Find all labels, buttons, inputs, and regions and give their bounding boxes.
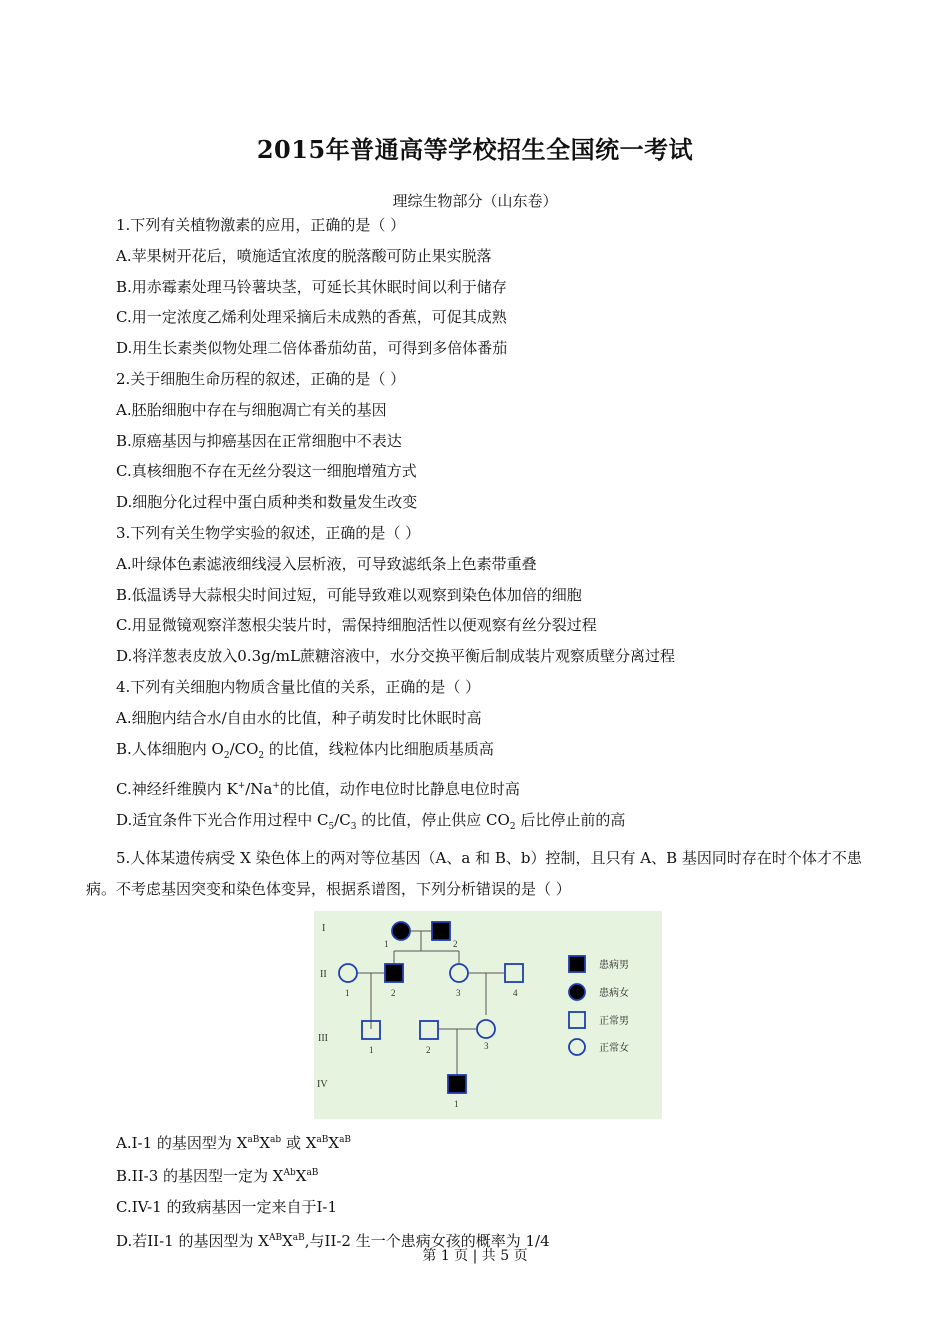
exam-content: [86, 210, 876, 1257]
label-II-4: 4: [513, 987, 518, 998]
page-title: 2015年普通高等学校招生全国统一考试: [256, 135, 694, 164]
question-1-option-c: C.用一定浓度乙烯利处理采摘后未成熟的香蕉，可促其成熟: [116, 308, 507, 327]
legend-affected-male-label: 患病男: [599, 959, 629, 971]
legend-affected-female-label: 患病女: [599, 987, 629, 999]
generation-label-3: III: [318, 1032, 328, 1044]
question-4-option-a: A.细胞内结合水/自由水的比值，种子萌发时比休眠时高: [116, 708, 482, 727]
generation-label-2: II: [320, 968, 327, 980]
question-4-option-d: D.适宜条件下光合作用过程中 $C_5/C_3$ 的比值，停止供应 $CO_2$ 后比停止前的高: [116, 811, 626, 833]
question-3-option-b: B.低温诱导大蒜根尖时间过短，可能导致难以观察到染色体加倍的细胞: [116, 585, 582, 604]
legend-normal-male-label: 正常男: [599, 1015, 629, 1027]
question-5-option-b: B.II-3 的基因型一定为 $X^{Ab}X^{aB}$: [116, 1167, 319, 1186]
generation-label-1: I: [322, 922, 326, 934]
question-1-option-d: D.用生长素类似物处理二倍体番茄幼苗，可得到多倍体番茄: [116, 339, 508, 358]
question-2-option-a: A.胚胎细胞中存在与细胞凋亡有关的基因: [116, 400, 387, 419]
legend-affected-male-symbol: [569, 956, 585, 972]
question-2-option-b: B.原癌基因与抑癌基因在正常细胞中不表达: [116, 431, 402, 450]
individual-III-3-normal-female: [477, 1020, 495, 1038]
question-5-option-c: C.IV-1 的致病基因一定来自于I-1: [116, 1198, 338, 1217]
individual-III-2-normal-male: [420, 1021, 438, 1039]
legend-normal-male-symbol: [569, 1012, 585, 1028]
label-II-1: 1: [345, 987, 350, 998]
label-I-2: 2: [453, 938, 458, 949]
generation-label-4: IV: [317, 1078, 328, 1090]
pedigree-figure: [314, 911, 662, 1119]
question-3-stem: 3.下列有关生物学实验的叙述，正确的是（ ）: [116, 523, 421, 542]
legend-normal-female-symbol: [569, 1039, 585, 1055]
question-2-option-d: D.细胞分化过程中蛋白质种类和数量发生改变: [116, 493, 418, 512]
question-5-option-a: A.I-1 的基因型为 $X^{aB}X^{ab}$ 或 $X^{aB}X^{aB}$: [116, 1133, 352, 1152]
legend-affected-female-symbol: [569, 984, 585, 1000]
page-subtitle: 理综生物部分（山东卷）: [392, 192, 558, 210]
individual-IV-1-affected-male: [448, 1075, 466, 1093]
individual-II-2-affected-male: [385, 964, 403, 982]
legend-normal-female-label: 正常女: [599, 1042, 629, 1054]
question-3-option-d: D.将洋葱表皮放入0.3g/mL蔗糖溶液中，水分交换平衡后制成装片观察质壁分离过程: [116, 647, 675, 666]
question-3-option-c: C.用显微镜观察洋葱根尖装片时，需保持细胞活性以便观察有丝分裂过程: [116, 616, 597, 635]
individual-II-1-normal-female: [339, 964, 357, 982]
label-III-2: 2: [426, 1044, 431, 1055]
question-3-option-a: A.叶绿体色素滤液细线浸入层析液，可导致滤纸条上色素带重叠: [116, 554, 537, 573]
question-4-option-c: C.神经纤维膜内 K+/Na+的比值，动作电位时比静息电位时高: [116, 780, 520, 799]
question-1-option-a: A.苹果树开花后，喷施适宜浓度的脱落酸可防止果实脱落: [116, 246, 492, 265]
question-1-stem: 1.下列有关植物激素的应用，正确的是（ ）: [116, 216, 406, 234]
question-4-option-b: B.人体细胞内 $O_2/CO_2$ 的比值，线粒体内比细胞质基质高: [116, 739, 494, 761]
individual-I-1-affected-female: [392, 922, 410, 940]
question-5-stem: 5.人体某遗传病受 X 染色体上的两对等位基因（A、a 和 B、b）控制，且只有 A、B 基因同时存在时个体才不患病。不考虑基因突变和染色体变异，根据系谱图，下列分析错误的是（ ）: [86, 848, 862, 898]
question-1-option-b: B.用赤霉素处理马铃薯块茎，可延长其休眠时间以利于储存: [116, 277, 507, 296]
page-footer: 第 1 页 | 共 5 页: [422, 1248, 528, 1264]
label-I-1: 1: [384, 938, 389, 949]
question-4-stem: 4.下列有关细胞内物质含量比值的关系，正确的是（ ）: [116, 677, 481, 696]
individual-II-3-normal-female: [450, 964, 468, 982]
label-II-2: 2: [391, 987, 396, 998]
label-III-3: 3: [484, 1040, 489, 1051]
individual-II-4-normal-male: [505, 964, 523, 982]
question-2-stem: 2.关于细胞生命历程的叙述，正确的是（ ）: [116, 369, 406, 388]
label-III-1: 1: [369, 1044, 374, 1055]
label-IV-1: 1: [454, 1098, 459, 1109]
question-2-option-c: C.真核细胞不存在无丝分裂这一细胞增殖方式: [116, 462, 417, 481]
individual-I-2-affected-male: [432, 922, 450, 940]
label-II-3: 3: [456, 987, 461, 998]
pedigree-chart: [314, 911, 662, 1119]
question-5-option-d: D.若II-1 的基因型为 $X^{AB}X^{aB}$,与II-2 生一个患病女孩的概率为 1/4: [116, 1231, 550, 1250]
